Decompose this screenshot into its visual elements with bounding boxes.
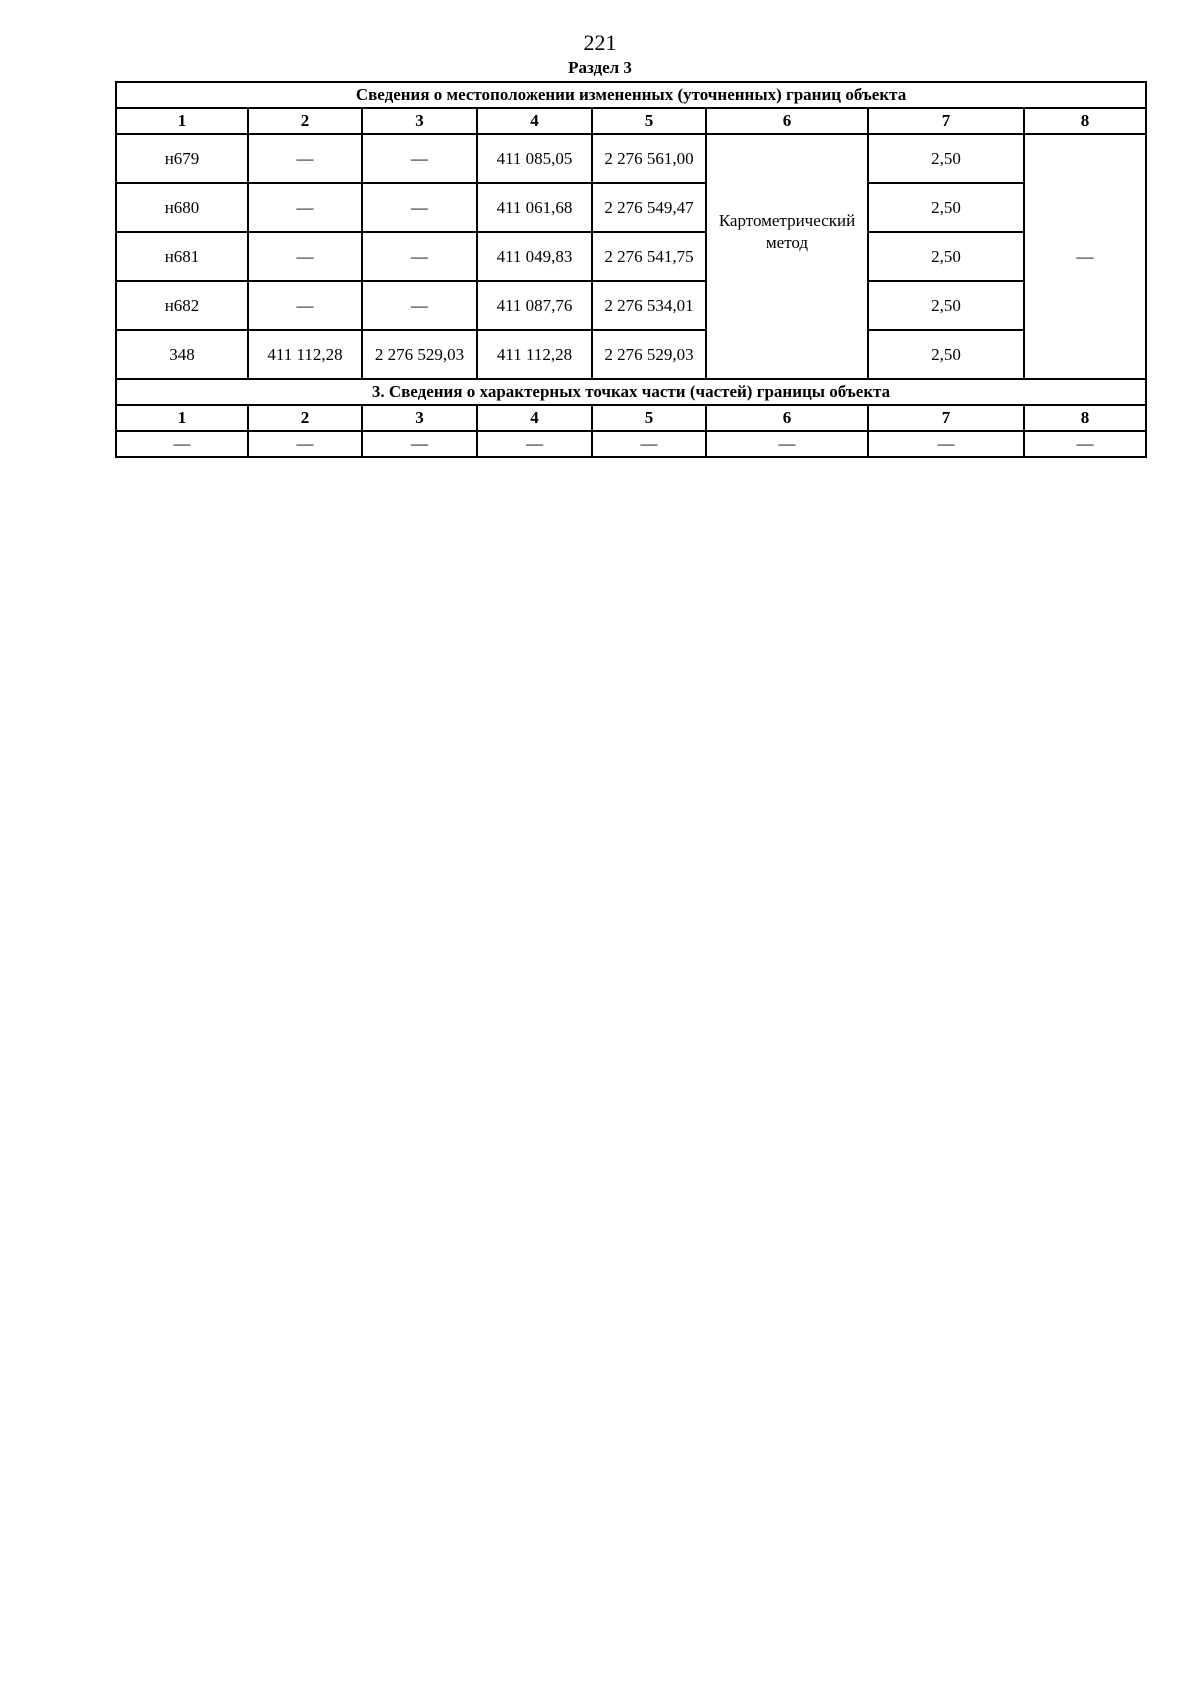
column-header: 5 bbox=[592, 405, 706, 431]
empty-cell: — bbox=[592, 431, 706, 457]
table-row bbox=[116, 431, 1146, 457]
section-3-header-row bbox=[116, 405, 1146, 431]
empty-cell: — bbox=[116, 431, 248, 457]
description-cell: — bbox=[1024, 134, 1146, 379]
accuracy-cell: 2,50 bbox=[868, 134, 1024, 183]
column-header: 8 bbox=[1024, 405, 1146, 431]
table-title: Сведения о местоположении измененных (уточненных) границ объекта bbox=[116, 82, 1146, 108]
column-header: 4 bbox=[477, 405, 592, 431]
section-3-title-row bbox=[116, 379, 1146, 405]
column-header: 6 bbox=[706, 405, 868, 431]
empty-cell: — bbox=[477, 431, 592, 457]
empty-cell: — bbox=[868, 431, 1024, 457]
boundary-table bbox=[115, 81, 1147, 458]
old-y-cell: — bbox=[362, 134, 477, 183]
empty-cell: — bbox=[706, 431, 868, 457]
old-x-cell: — bbox=[248, 183, 362, 232]
accuracy-cell: 2,50 bbox=[868, 183, 1024, 232]
column-header: 2 bbox=[248, 405, 362, 431]
column-header: 1 bbox=[116, 405, 248, 431]
old-y-cell: 2 276 529,03 bbox=[362, 330, 477, 379]
old-x-cell: — bbox=[248, 232, 362, 281]
column-header: 8 bbox=[1024, 108, 1146, 134]
old-y-cell: — bbox=[362, 232, 477, 281]
table-row bbox=[116, 183, 1146, 232]
column-header: 7 bbox=[868, 405, 1024, 431]
old-x-cell: — bbox=[248, 281, 362, 330]
point-name: н680 bbox=[116, 183, 248, 232]
new-x-cell: 411 061,68 bbox=[477, 183, 592, 232]
method-cell: Картометрический метод bbox=[706, 134, 868, 379]
new-x-cell: 411 085,05 bbox=[477, 134, 592, 183]
old-y-cell: — bbox=[362, 183, 477, 232]
old-x-cell: — bbox=[248, 134, 362, 183]
new-x-cell: 411 049,83 bbox=[477, 232, 592, 281]
accuracy-cell: 2,50 bbox=[868, 330, 1024, 379]
new-x-cell: 411 112,28 bbox=[477, 330, 592, 379]
column-header: 6 bbox=[706, 108, 868, 134]
table-row bbox=[116, 330, 1146, 379]
column-header: 1 bbox=[116, 108, 248, 134]
column-header: 4 bbox=[477, 108, 592, 134]
empty-cell: — bbox=[248, 431, 362, 457]
section-3-title: 3. Сведения о характерных точках части (частей) границы объекта bbox=[116, 379, 1146, 405]
table-row bbox=[116, 134, 1146, 183]
new-x-cell: 411 087,76 bbox=[477, 281, 592, 330]
point-name: н682 bbox=[116, 281, 248, 330]
point-name: 348 bbox=[116, 330, 248, 379]
point-name: н679 bbox=[116, 134, 248, 183]
column-header: 7 bbox=[868, 108, 1024, 134]
accuracy-cell: 2,50 bbox=[868, 232, 1024, 281]
column-header: 2 bbox=[248, 108, 362, 134]
table-title-row bbox=[116, 82, 1146, 108]
new-y-cell: 2 276 534,01 bbox=[592, 281, 706, 330]
old-y-cell: — bbox=[362, 281, 477, 330]
table-header-row bbox=[116, 108, 1146, 134]
table-row bbox=[116, 232, 1146, 281]
new-y-cell: 2 276 561,00 bbox=[592, 134, 706, 183]
column-header: 3 bbox=[362, 405, 477, 431]
new-y-cell: 2 276 549,47 bbox=[592, 183, 706, 232]
accuracy-cell: 2,50 bbox=[868, 281, 1024, 330]
section-label: Раздел 3 bbox=[568, 58, 632, 77]
page-number: 221 bbox=[583, 30, 617, 55]
column-header: 3 bbox=[362, 108, 477, 134]
empty-cell: — bbox=[362, 431, 477, 457]
column-header: 5 bbox=[592, 108, 706, 134]
table-row bbox=[116, 281, 1146, 330]
empty-cell: — bbox=[1024, 431, 1146, 457]
point-name: н681 bbox=[116, 232, 248, 281]
new-y-cell: 2 276 529,03 bbox=[592, 330, 706, 379]
new-y-cell: 2 276 541,75 bbox=[592, 232, 706, 281]
old-x-cell: 411 112,28 bbox=[248, 330, 362, 379]
